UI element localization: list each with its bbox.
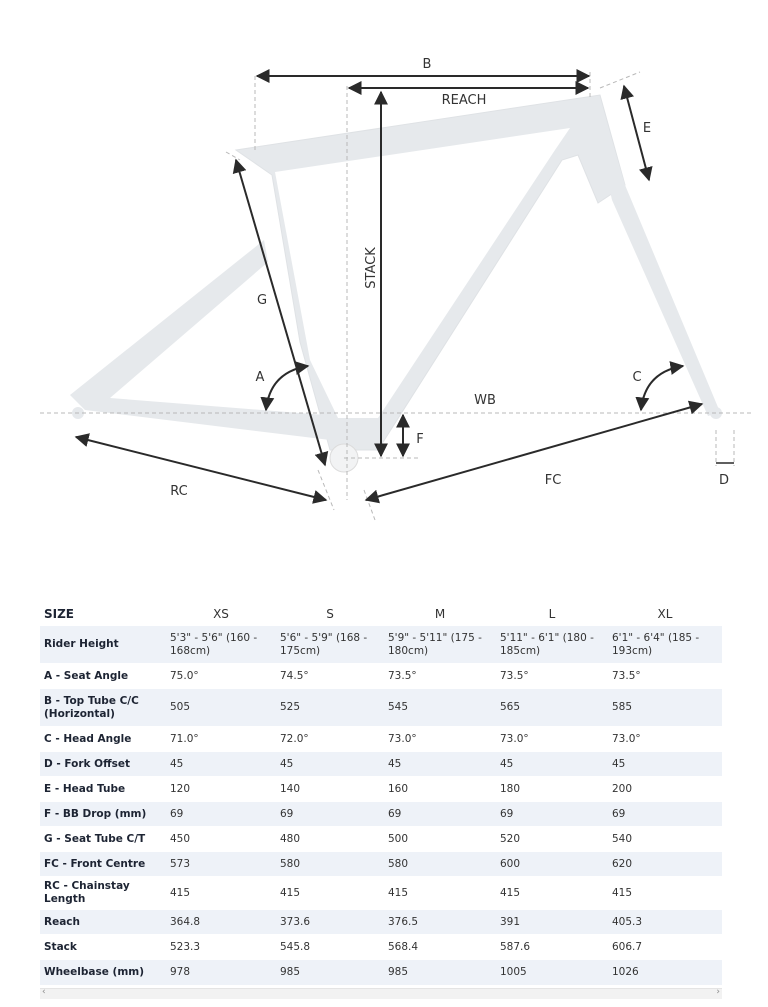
table-cell: 69 (276, 802, 384, 827)
label-reach: REACH (441, 93, 487, 108)
table-cell: 73.5° (496, 664, 608, 689)
table-cell: 45 (276, 752, 384, 777)
table-cell: 415 (276, 877, 384, 910)
row-label: FC - Front Centre (40, 852, 166, 877)
table-cell: 120 (166, 777, 276, 802)
c-angle-arc (641, 366, 683, 410)
table-cell: 45 (496, 752, 608, 777)
table-cell: 978 (166, 960, 276, 985)
table-cell: 69 (166, 802, 276, 827)
table-row (40, 777, 722, 802)
table-cell: 376.5 (384, 910, 496, 935)
row-label: Stack (40, 935, 166, 960)
row-label: Wheelbase (mm) (40, 960, 166, 985)
row-label: D - Fork Offset (40, 752, 166, 777)
table-cell: 45 (608, 752, 722, 777)
table-row (40, 802, 722, 827)
table-cell: 565 (496, 689, 608, 727)
table-cell: 606.7 (608, 935, 722, 960)
table-cell: 73.0° (496, 727, 608, 752)
table-cell: 5'9" - 5'11" (175 - 180cm) (384, 626, 496, 664)
label-wb: WB (474, 393, 496, 408)
label-fc: FC (544, 473, 562, 488)
row-label: B - Top Tube C/C (Horizontal) (40, 689, 166, 727)
table-cell: 73.0° (608, 727, 722, 752)
label-g: G (256, 293, 268, 308)
table-cell: 985 (384, 960, 496, 985)
label-d: D (718, 473, 730, 488)
bike-frame-silhouette (70, 95, 722, 472)
table-row (40, 935, 722, 960)
label-f: F (416, 432, 424, 447)
scroll-right-arrow-icon[interactable]: › (716, 987, 720, 997)
table-cell: 415 (166, 877, 276, 910)
table-cell: 200 (608, 777, 722, 802)
row-label: A - Seat Angle (40, 664, 166, 689)
table-cell: 5'11" - 6'1" (180 - 185cm) (496, 626, 608, 664)
geometry-table-container (40, 603, 722, 985)
table-cell: 580 (276, 852, 384, 877)
table-cell: 373.6 (276, 910, 384, 935)
table-cell: 72.0° (276, 727, 384, 752)
table-body (40, 626, 722, 985)
table-cell: 545 (384, 689, 496, 727)
table-cell: 73.5° (608, 664, 722, 689)
table-cell: 600 (496, 852, 608, 877)
table-cell: 74.5° (276, 664, 384, 689)
size-header-l: L (548, 607, 556, 621)
table-cell: 160 (384, 777, 496, 802)
scroll-left-arrow-icon[interactable]: ‹ (42, 987, 46, 997)
label-e: E (642, 121, 652, 136)
size-header-xs: XS (213, 607, 229, 621)
label-c: C (632, 370, 642, 385)
geometry-table (40, 603, 722, 985)
table-cell: 73.0° (384, 727, 496, 752)
table-header-row (40, 603, 722, 626)
row-label: E - Head Tube (40, 777, 166, 802)
table-cell: 523.3 (166, 935, 276, 960)
table-row (40, 852, 722, 877)
rc-dimension-arrow (76, 437, 326, 500)
table-cell: 69 (608, 802, 722, 827)
table-cell: 180 (496, 777, 608, 802)
table-cell: 505 (166, 689, 276, 727)
size-header-s: S (326, 607, 334, 621)
size-header-m: M (434, 607, 446, 621)
table-cell: 1026 (608, 960, 722, 985)
table-row (40, 626, 722, 664)
table-cell: 73.5° (384, 664, 496, 689)
table-cell: 573 (166, 852, 276, 877)
row-label: Reach (40, 910, 166, 935)
table-cell: 985 (276, 960, 384, 985)
table-row (40, 727, 722, 752)
table-cell: 480 (276, 827, 384, 852)
horizontal-scrollbar[interactable] (40, 988, 722, 999)
row-label: F - BB Drop (mm) (40, 802, 166, 827)
label-a: A (255, 370, 265, 385)
table-cell: 525 (276, 689, 384, 727)
table-cell: 585 (608, 689, 722, 727)
table-row (40, 960, 722, 985)
table-cell: 415 (496, 877, 608, 910)
table-cell: 71.0° (166, 727, 276, 752)
table-row (40, 689, 722, 727)
table-cell: 5'6" - 5'9" (168 - 175cm) (276, 626, 384, 664)
label-b: B (422, 57, 432, 72)
table-cell: 415 (608, 877, 722, 910)
table-cell: 5'3" - 5'6" (160 - 168cm) (166, 626, 276, 664)
label-rc: RC (170, 484, 188, 499)
fc-dimension-arrow (366, 404, 702, 500)
table-cell: 1005 (496, 960, 608, 985)
row-label: C - Head Angle (40, 727, 166, 752)
table-row (40, 877, 722, 910)
size-header-xl: XL (657, 607, 673, 621)
table-cell: 500 (384, 827, 496, 852)
table-cell: 545.8 (276, 935, 384, 960)
table-cell: 45 (384, 752, 496, 777)
table-cell: 364.8 (166, 910, 276, 935)
table-row (40, 910, 722, 935)
table-cell: 75.0° (166, 664, 276, 689)
table-cell: 580 (384, 852, 496, 877)
label-stack: STACK (364, 247, 379, 289)
table-cell: 520 (496, 827, 608, 852)
table-cell: 415 (384, 877, 496, 910)
table-row (40, 752, 722, 777)
table-cell: 45 (166, 752, 276, 777)
table-row (40, 664, 722, 689)
table-cell: 6'1" - 6'4" (185 - 193cm) (608, 626, 722, 664)
table-cell: 450 (166, 827, 276, 852)
table-cell: 69 (384, 802, 496, 827)
row-label: RC - Chainstay Length (40, 877, 166, 910)
table-row (40, 827, 722, 852)
table-cell: 587.6 (496, 935, 608, 960)
table-cell: 391 (496, 910, 608, 935)
table-cell: 140 (276, 777, 384, 802)
table-cell: 405.3 (608, 910, 722, 935)
table-cell: 620 (608, 852, 722, 877)
table-cell: 568.4 (384, 935, 496, 960)
table-cell: 69 (496, 802, 608, 827)
table-cell: 540 (608, 827, 722, 852)
row-label: Rider Height (40, 626, 166, 664)
size-header: SIZE (44, 607, 75, 621)
row-label: G - Seat Tube C/T (40, 827, 166, 852)
